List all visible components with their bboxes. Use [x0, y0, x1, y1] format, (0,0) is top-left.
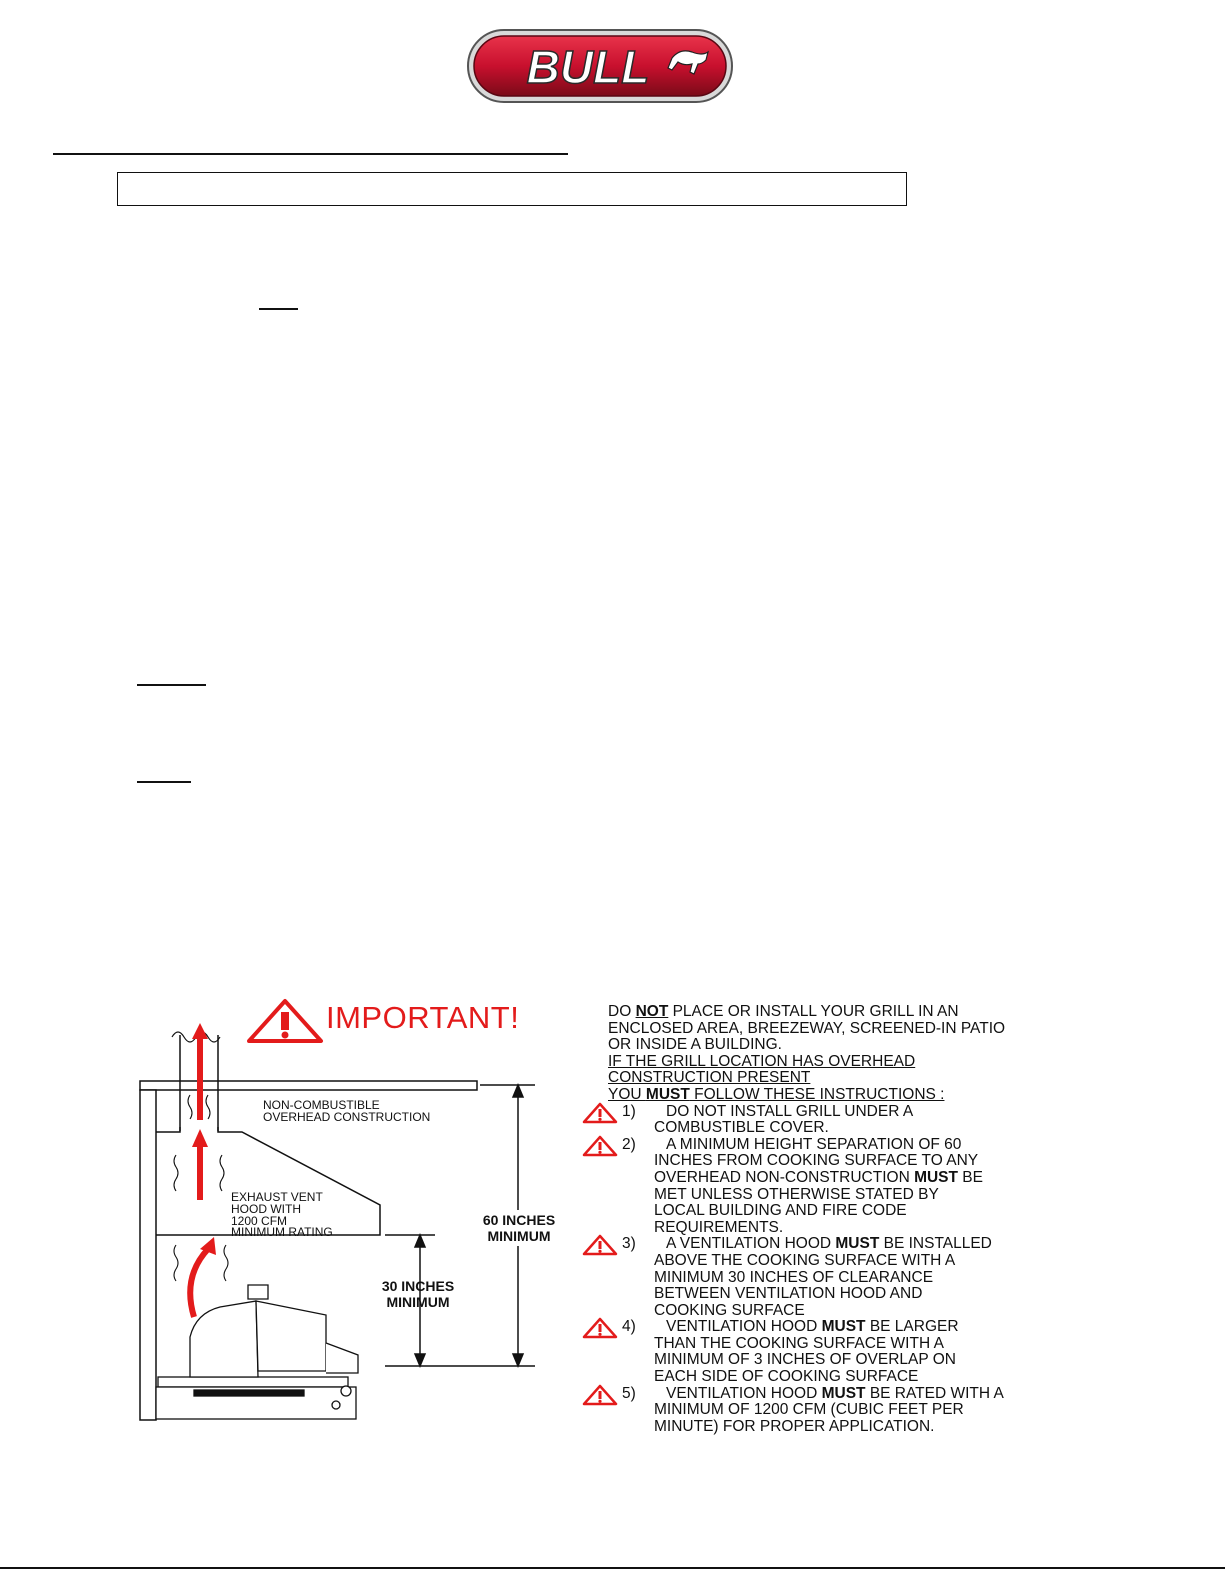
- overhead-label: NON-COMBUSTIBLE: [263, 1098, 380, 1112]
- hood-label: HOOD WITH: [231, 1202, 301, 1216]
- emphasis-must: MUST: [821, 1318, 866, 1336]
- emphasis-must: MUST: [821, 1384, 866, 1402]
- underline-mark: [137, 684, 206, 686]
- footer-rule: [0, 1567, 1225, 1569]
- instruction-item: [608, 1319, 1198, 1385]
- item-line: ABOVE THE COOKING SURFACE WITH A: [654, 1251, 956, 1269]
- item-number: 3): [622, 1235, 636, 1253]
- item-line: MINIMUM 30 INCHES OF CLEARANCE: [654, 1268, 934, 1286]
- dimension-30-label: 30 INCHES: [381, 1278, 455, 1294]
- text: BE LARGER: [865, 1318, 959, 1336]
- item-line: THAN THE COOKING SURFACE WITH A: [654, 1334, 944, 1352]
- hood-label: EXHAUST VENT: [231, 1190, 323, 1204]
- back-wall: [140, 1090, 156, 1420]
- warning-triangle-icon: [582, 1135, 618, 1157]
- item-line: COOKING SURFACE: [654, 1301, 805, 1319]
- item-line: REQUIREMENTS.: [654, 1218, 784, 1236]
- emphasis-not: NOT: [635, 1003, 669, 1020]
- text: DO: [608, 1003, 636, 1020]
- item-line: MINIMUM OF 3 INCHES OF OVERLAP ON: [654, 1351, 957, 1369]
- hood-label: MINIMUM RATING: [231, 1225, 333, 1239]
- item-line: MINIMUM OF 1200 CFM (CUBIC FEET PER: [654, 1401, 964, 1419]
- dimension-60-label: MINIMUM: [487, 1228, 551, 1244]
- item-line: BETWEEN VENTILATION HOOD AND: [654, 1285, 923, 1303]
- text: BE: [958, 1168, 983, 1186]
- text: VENTILATION HOOD: [666, 1384, 822, 1402]
- clearance-diagram: [130, 995, 570, 1435]
- item-number: 2): [622, 1135, 636, 1153]
- item-line: LOCAL BUILDING AND FIRE CODE: [654, 1202, 907, 1220]
- overhead-label: OVERHEAD CONSTRUCTION: [263, 1110, 431, 1124]
- text: A VENTILATION HOOD: [666, 1235, 836, 1253]
- notice-box: [117, 172, 907, 206]
- text: YOU: [608, 1085, 646, 1103]
- dimension-30-label: MINIMUM: [386, 1294, 450, 1310]
- text: BE INSTALLED: [879, 1235, 992, 1253]
- instruction-item: [608, 1236, 1198, 1319]
- text: A MINIMUM HEIGHT SEPARATION OF 60: [666, 1135, 962, 1153]
- item-line: MET UNLESS OTHERWISE STATED BY: [654, 1185, 939, 1203]
- intro-line: OR INSIDE A BUILDING.: [608, 1036, 782, 1054]
- intro-line: IF THE GRILL LOCATION HAS OVERHEAD: [608, 1052, 916, 1070]
- intro-line: ENCLOSED AREA, BREEZEWAY, SCREENED-IN PATIO: [608, 1019, 1006, 1037]
- item-number: 5): [622, 1384, 636, 1402]
- important-title: IMPORTANT!: [326, 1000, 520, 1035]
- ceiling: [140, 1081, 477, 1090]
- emphasis-must: MUST: [914, 1168, 958, 1186]
- instruction-item: [608, 1137, 1198, 1237]
- intro-line: [608, 1004, 1198, 1021]
- underline-mark: [137, 781, 191, 783]
- text: BE RATED WITH A: [865, 1384, 1004, 1402]
- warning-triangle-icon: [246, 998, 324, 1044]
- logo-text: BULL: [526, 41, 650, 93]
- emphasis-must: MUST: [645, 1085, 690, 1103]
- bull-logo: [466, 28, 734, 104]
- emphasis-must: MUST: [835, 1235, 880, 1253]
- text: FOLLOW THESE INSTRUCTIONS :: [689, 1085, 945, 1103]
- item-number: 4): [622, 1318, 636, 1336]
- warning-triangle-icon: [582, 1102, 618, 1124]
- warning-triangle-icon: [582, 1384, 618, 1406]
- underline-mark: [259, 308, 298, 310]
- instructions-panel: [608, 1004, 1198, 1435]
- grill-illustration: [156, 1285, 358, 1419]
- warning-triangle-icon: [582, 1234, 618, 1256]
- text: PLACE OR INSTALL YOUR GRILL IN AN: [668, 1003, 959, 1020]
- intro-line: CONSTRUCTION PRESENT: [608, 1069, 811, 1087]
- heading-underline: [53, 153, 568, 155]
- instruction-item: [608, 1104, 1198, 1137]
- warning-triangle-icon: [582, 1317, 618, 1339]
- item-line: COMBUSTIBLE COVER.: [654, 1119, 829, 1137]
- item-number: 1): [622, 1102, 636, 1120]
- item-line: [608, 1170, 1198, 1187]
- intro-line: [608, 1087, 1198, 1104]
- instruction-item: [608, 1386, 1198, 1436]
- text: DO NOT INSTALL GRILL UNDER A: [666, 1102, 914, 1120]
- item-line: EACH SIDE OF COOKING SURFACE: [654, 1368, 919, 1386]
- item-line: MINUTE) FOR PROPER APPLICATION.: [654, 1417, 935, 1435]
- text: OVERHEAD NON-CONSTRUCTION: [654, 1168, 915, 1186]
- text: VENTILATION HOOD: [666, 1318, 822, 1336]
- hood-label: 1200 CFM: [231, 1214, 288, 1228]
- dimension-60-label: 60 INCHES: [482, 1212, 556, 1228]
- item-line: INCHES FROM COOKING SURFACE TO ANY: [654, 1152, 979, 1170]
